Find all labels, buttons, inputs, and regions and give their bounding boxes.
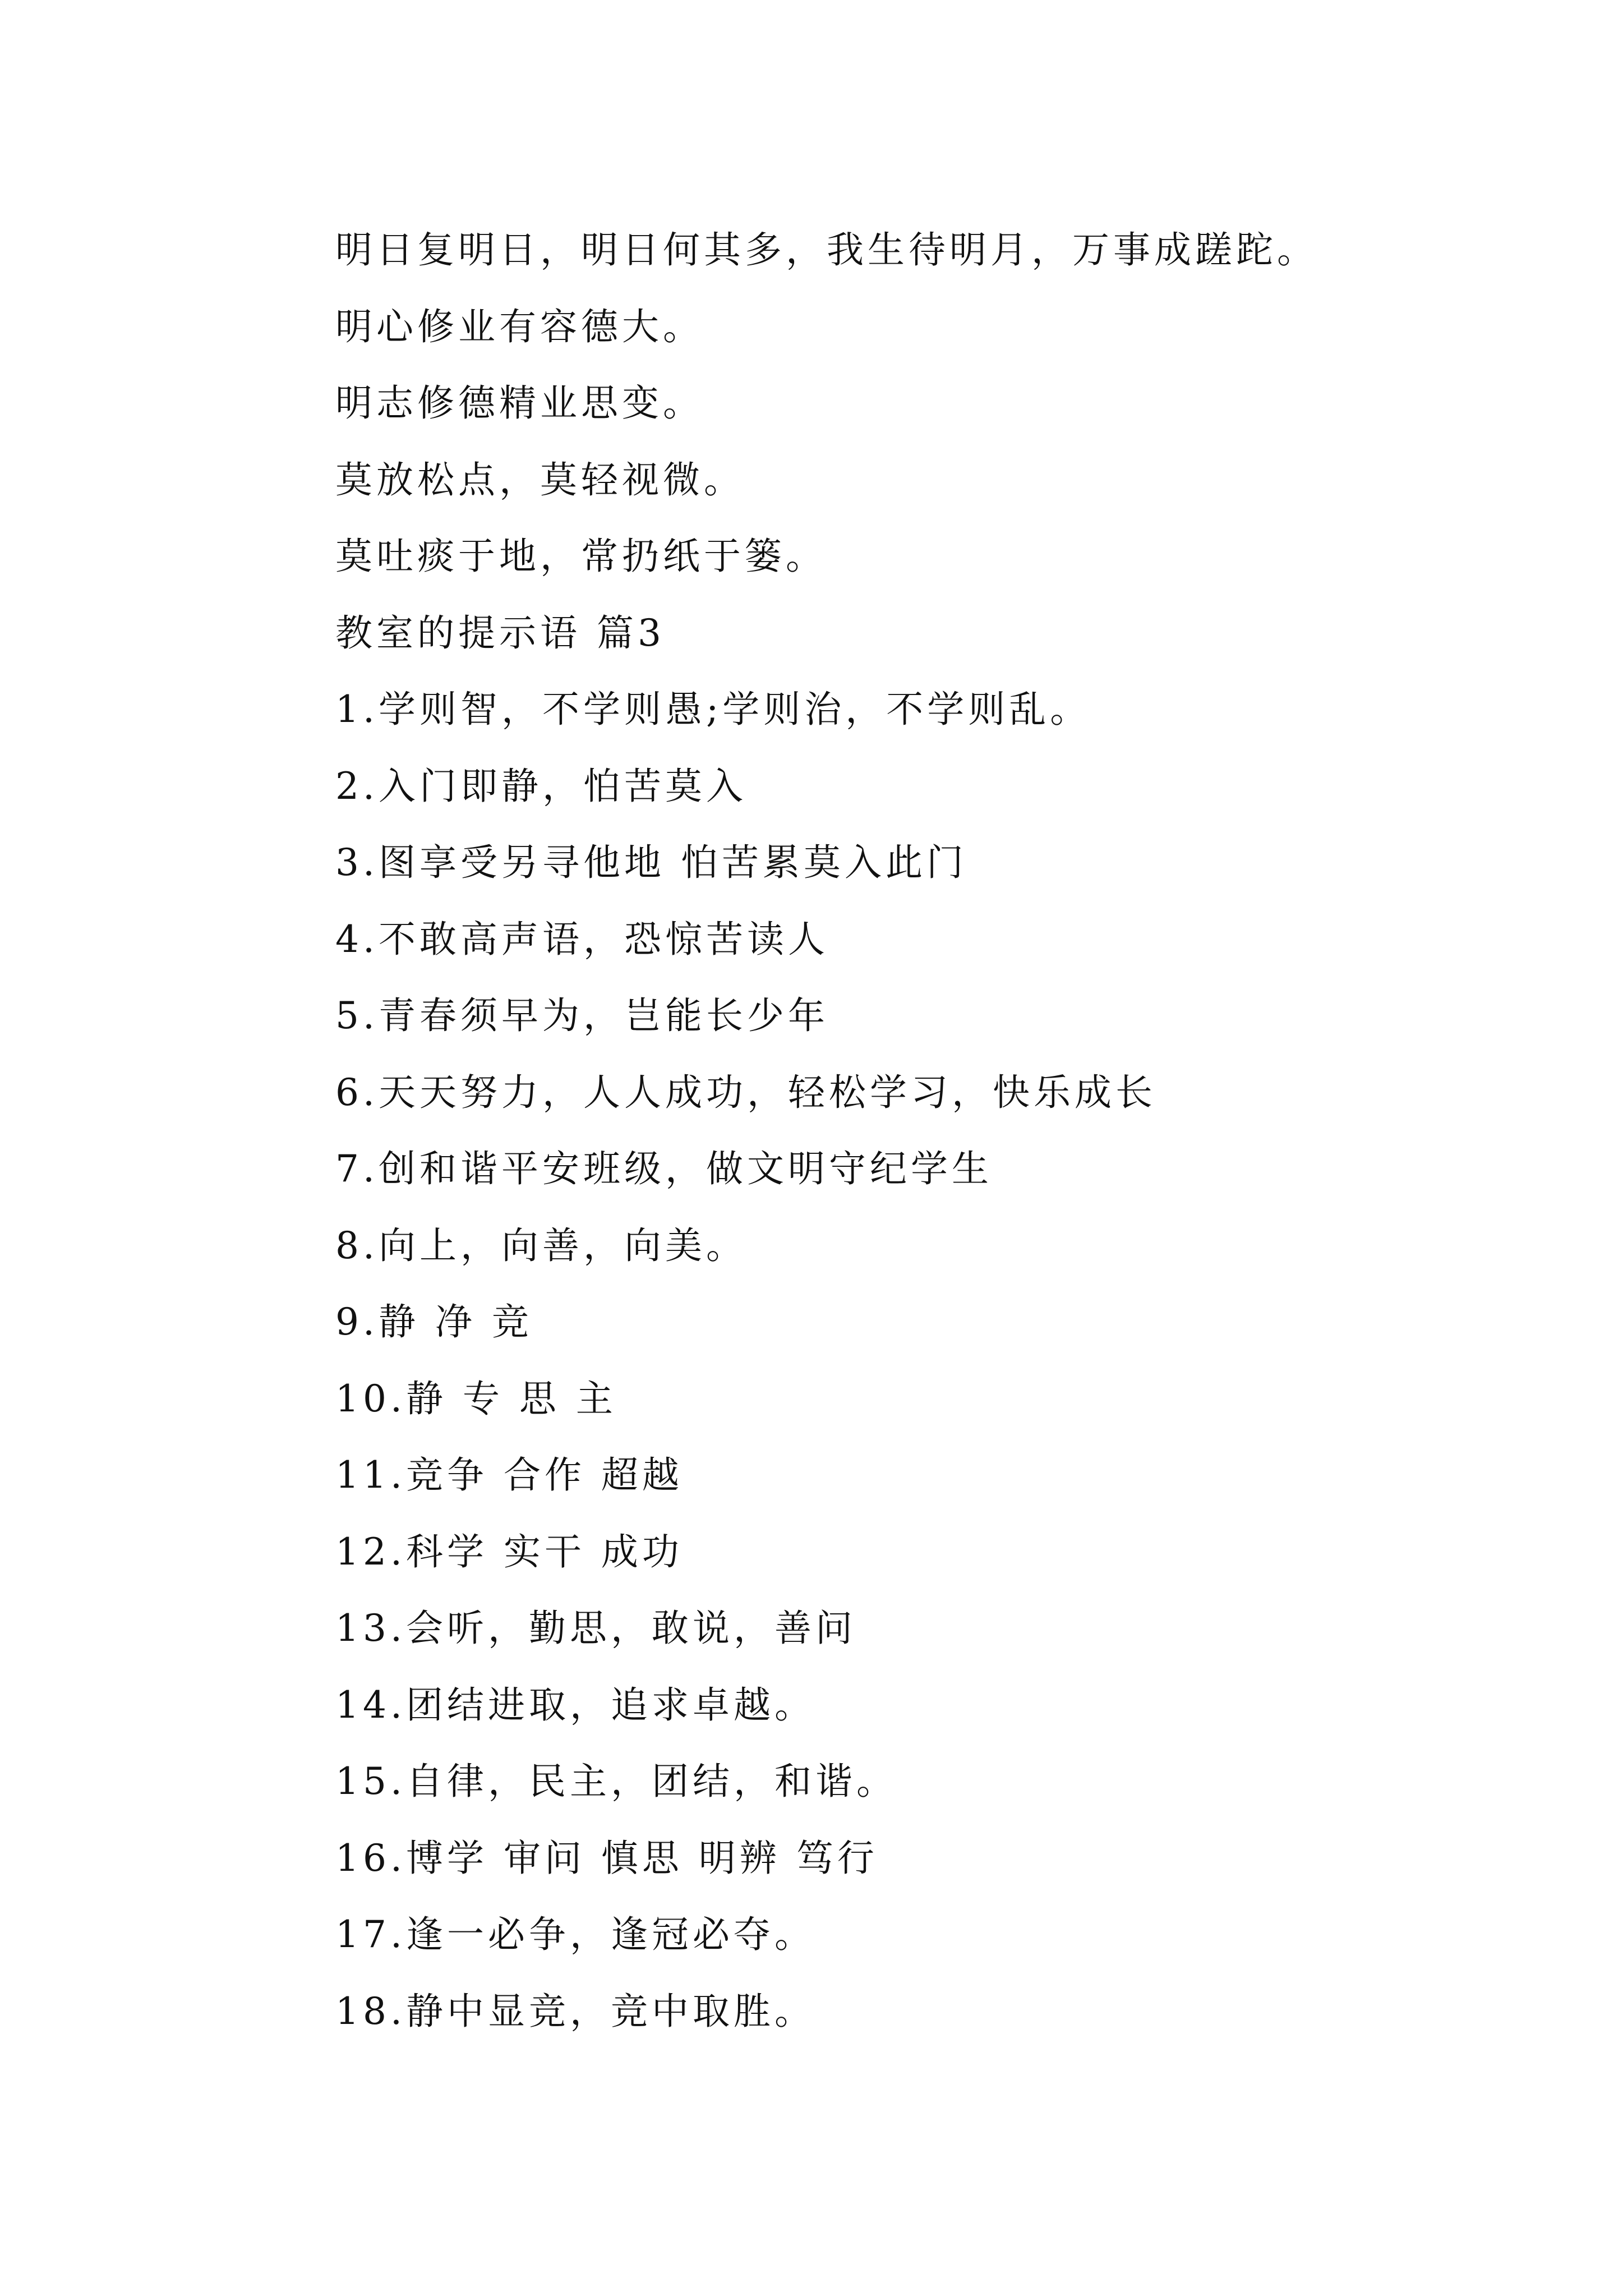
text-line: 明心修业有容德大。 [335,305,704,348]
list-item: 2.入门即静，怕苦莫入 [335,764,747,808]
list-item: 10.静 专 思 主 [335,1377,617,1420]
list-item: 7.创和谐平安班级，做文明守纪学生 [335,1147,993,1190]
list-item: 5.青春须早为，岂能长少年 [335,994,829,1037]
list-item: 6.天天努力，人人成功，轻松学习，快乐成长 [335,1070,1156,1114]
text-line: 莫吐痰于地，常扔纸于篓。 [335,535,827,578]
text-line: 明日复明日，明日何其多，我生待明月，万事成蹉跎。 [335,228,1318,272]
section-heading: 教室的提示语 篇3 [335,611,665,655]
text-body [335,212,1569,2050]
list-item: 3.图享受另寻他地 怕苦累莫入此门 [335,841,967,884]
list-item: 9.静 净 竞 [335,1300,533,1343]
text-line: 莫放松点，莫轻视微。 [335,458,745,501]
list-item: 4.不敢高声语，恐惊苦读人 [335,917,829,961]
list-item: 11.竞争 合作 超越 [335,1453,683,1497]
list-item: 18.静中显竞，竞中取胜。 [335,1989,815,2033]
list-item: 16.博学 审问 慎思 明辨 笃行 [335,1836,878,1880]
list-item: 13.会听，勤思，敢说，善问 [335,1607,856,1650]
text-line: 明志修德精业思变。 [335,381,704,425]
list-item: 1.学则智，不学则愚;学则治，不学则乱。 [335,688,1091,731]
list-item: 17.逢一必争，逢冠必夺。 [335,1913,815,1956]
list-item: 12.科学 实干 成功 [335,1530,683,1573]
list-item: 14.团结进取，追求卓越。 [335,1683,815,1727]
list-item: 8.向上，向善，向美。 [335,1223,747,1267]
list-item: 15.自律，民主，团结，和谐。 [335,1760,897,1803]
